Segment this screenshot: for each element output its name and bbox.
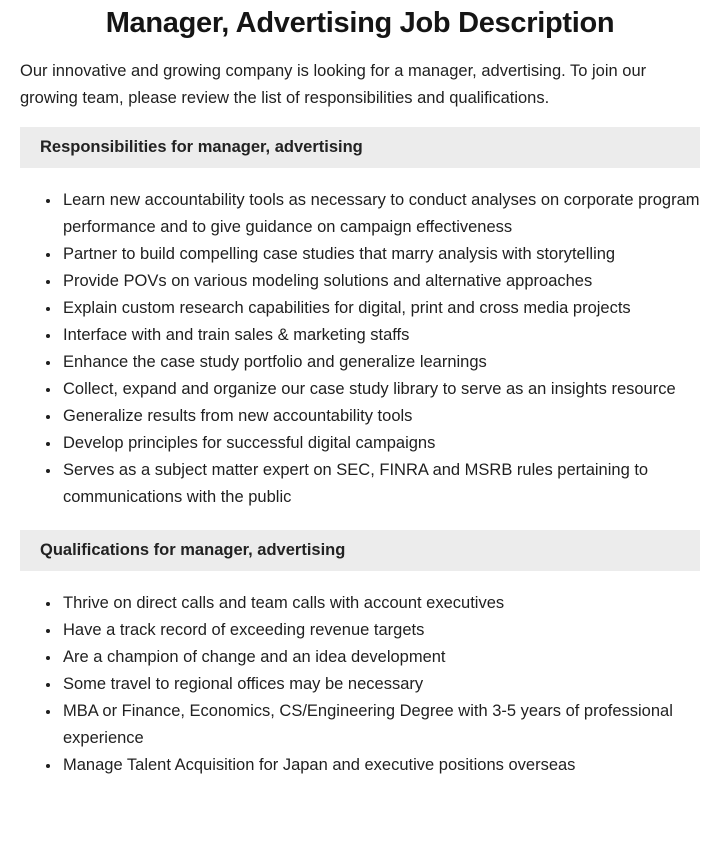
responsibilities-list	[20, 187, 700, 511]
qualifications-section-header: Qualifications for manager, advertising	[20, 530, 700, 571]
list-item: • Manage Talent Acquisition for Japan and executive positions overseas	[61, 752, 700, 779]
list-item: • Partner to build compelling case studies that marry analysis with storytelling	[61, 241, 700, 268]
list-item: • Have a track record of exceeding revenue targets	[61, 617, 700, 644]
list-item: • MBA or Finance, Economics, CS/Engineering Degree with 3-5 years of professional experience	[61, 698, 700, 752]
intro-paragraph: Our innovative and growing company is looking for a manager, advertising. To join our growing team, please review the list of responsibilities and qualifications.	[20, 62, 647, 107]
list-item: • Explain custom research capabilities for digital, print and cross media projects	[61, 295, 700, 322]
list-item: • Enhance the case study portfolio and generalize learnings	[61, 349, 700, 376]
list-item: • Learn new accountability tools as necessary to conduct analyses on corporate program performance and to give guidance on campaign effectiveness	[61, 187, 700, 241]
qualifications-list	[20, 590, 700, 779]
list-item: • Develop principles for successful digital campaigns	[61, 430, 700, 457]
list-item: • Are a champion of change and an idea development	[61, 644, 700, 671]
list-item: • Serves as a subject matter expert on SEC, FINRA and MSRB rules pertaining to communications with the public	[61, 457, 700, 511]
list-item: • Interface with and train sales & marketing staffs	[61, 322, 700, 349]
list-item: • Provide POVs on various modeling solutions and alternative approaches	[61, 268, 700, 295]
list-item: • Thrive on direct calls and team calls with account executives	[61, 590, 700, 617]
list-item: • Collect, expand and organize our case study library to serve as an insights resource	[61, 376, 700, 403]
list-item: • Some travel to regional offices may be necessary	[61, 671, 700, 698]
list-item: • Generalize results from new accountability tools	[61, 403, 700, 430]
page-title: Manager, Advertising Job Description	[105, 7, 615, 39]
responsibilities-section-header: Responsibilities for manager, advertising	[20, 127, 700, 168]
